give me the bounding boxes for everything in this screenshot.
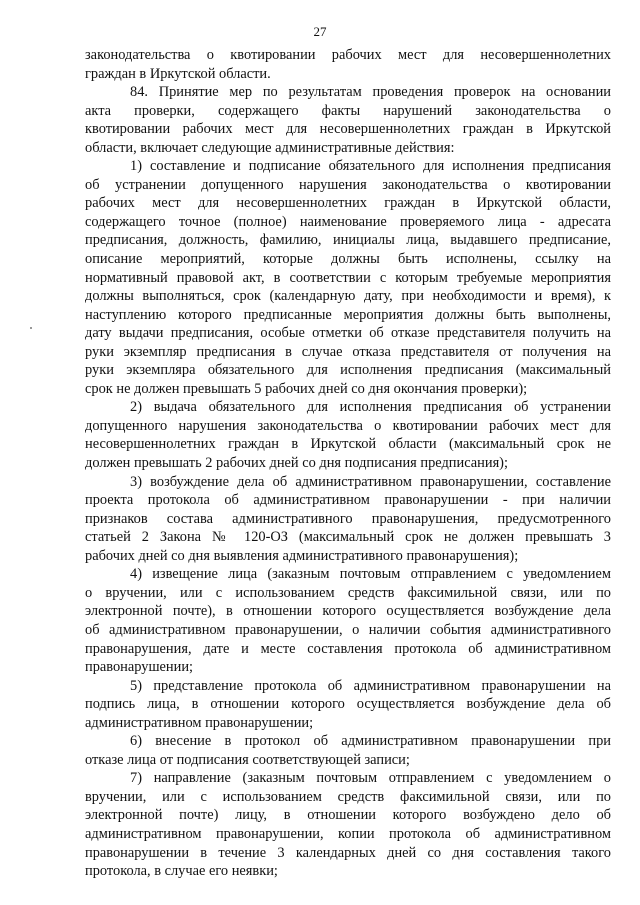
text-line: проекта протокола об административном правонарушении - при наличии (85, 492, 611, 509)
text-line: вручении, или с использованием средств факсимильной связи, или по (85, 788, 611, 805)
text-line: административном правонарушении, копии протокола об административном (85, 825, 611, 842)
text-line: квотировании рабочих мест для несовершеннолетних граждан в Иркутской (85, 121, 611, 138)
text-line: об устранении допущенного нарушения законодательства о квотировании (85, 176, 611, 193)
page-number: 27 (313, 24, 327, 39)
text-line: 2) выдача обязательного для исполнения предписания об устранении (130, 399, 611, 416)
text-line: правонарушения, дате и месте составления протокола об административном (85, 640, 611, 657)
text-line: граждан в Иркутской области. (85, 65, 271, 82)
text-line: о вручении, или с использованием средств факсимильной связи, или по (85, 584, 611, 601)
text-line: акта проверки, содержащего факты нарушений законодательства о (85, 102, 611, 119)
text-line: административном правонарушении; (85, 714, 314, 731)
scan-speck (30, 327, 32, 329)
text-line: 5) представление протокола об административном правонарушении на (130, 677, 611, 694)
text-line: предписания, должность, фамилию, инициалы лица, выдавшего предписание, (85, 232, 611, 249)
text-line: рабочих дней со дня выявления административного правонарушения); (85, 547, 519, 564)
text-line: статьей 2 Закона № 120-ОЗ (максимальный срок не должен превышать 3 (85, 529, 611, 546)
text-line: электронной почте) лицу, в отношении которого возбуждено дело об (85, 807, 611, 824)
document-body (85, 46, 611, 881)
text-line: 4) извещение лица (заказным почтовым отправлением с уведомлением (130, 566, 611, 583)
text-line: отказе лица от подписания соответствующей записи; (85, 751, 410, 768)
text-line: допущенного нарушения законодательства о квотировании рабочих мест для (85, 417, 611, 434)
text-line: описание мероприятий, которые должны быть исполнены, ссылку на (85, 251, 611, 268)
text-line: электронной почте), в отношении которого осуществляется возбуждение дела (85, 603, 611, 620)
text-line: должны выполняться, срок (календарную дату, при необходимости и время), к (85, 288, 611, 305)
text-line: рабочих мест для несовершеннолетних граждан в Иркутской области, (85, 195, 611, 212)
text-line: протокола, в случае его неявки; (85, 863, 278, 880)
text-line: об административном правонарушении, о наличии события административного (85, 621, 611, 638)
text-line: 84. Принятие мер по результатам проведения проверок на основании (130, 84, 611, 101)
text-line: дату выдачи предписания, особые отметки об отказе представителя получить на (85, 325, 611, 342)
text-line: 7) направление (заказным почтовым отправлением с уведомлением о (130, 770, 611, 787)
text-line: содержащего точное (полное) наименование проверяемого лица - адресата (85, 213, 611, 230)
text-line: нормативный правовой акт, в соответствии с которым требуемые мероприятия (85, 269, 611, 286)
text-line: 1) составление и подписание обязательного для исполнения предписания (130, 158, 611, 175)
text-line: руки экземпляр предписания в случае отказа представителя от получения на (85, 343, 611, 360)
text-line: 6) внесение в протокол об административном правонарушении при (130, 733, 611, 750)
text-line: руки экземпляра обязательного для исполнения предписания (максимальный (85, 362, 611, 379)
text-line: правонарушении в течение 3 календарных дней со дня составления такого (85, 844, 611, 861)
text-line: законодательства о квотировании рабочих мест для несовершеннолетних (85, 47, 611, 63)
text-line: несовершеннолетних граждан в Иркутской области (максимальный срок не (85, 436, 611, 453)
text-line: признаков состава административного правонарушения, предусмотренного (85, 510, 611, 527)
text-line: срок не должен превышать 5 рабочих дней со дня окончания проверки); (85, 380, 528, 397)
text-line: 3) возбуждение дела об административном правонарушении, составление (130, 473, 611, 490)
text-line: должен превышать 2 рабочих дней со дня подписания предписания); (85, 455, 508, 472)
text-line: правонарушении; (85, 659, 194, 676)
text-line: подпись лица, в отношении которого осуществляется возбуждение дела об (85, 696, 611, 713)
text-line: области, включает следующие административные действия: (85, 139, 455, 156)
text-line: наступлению которого предписанные мероприятия должны быть выполнены, (85, 306, 611, 323)
